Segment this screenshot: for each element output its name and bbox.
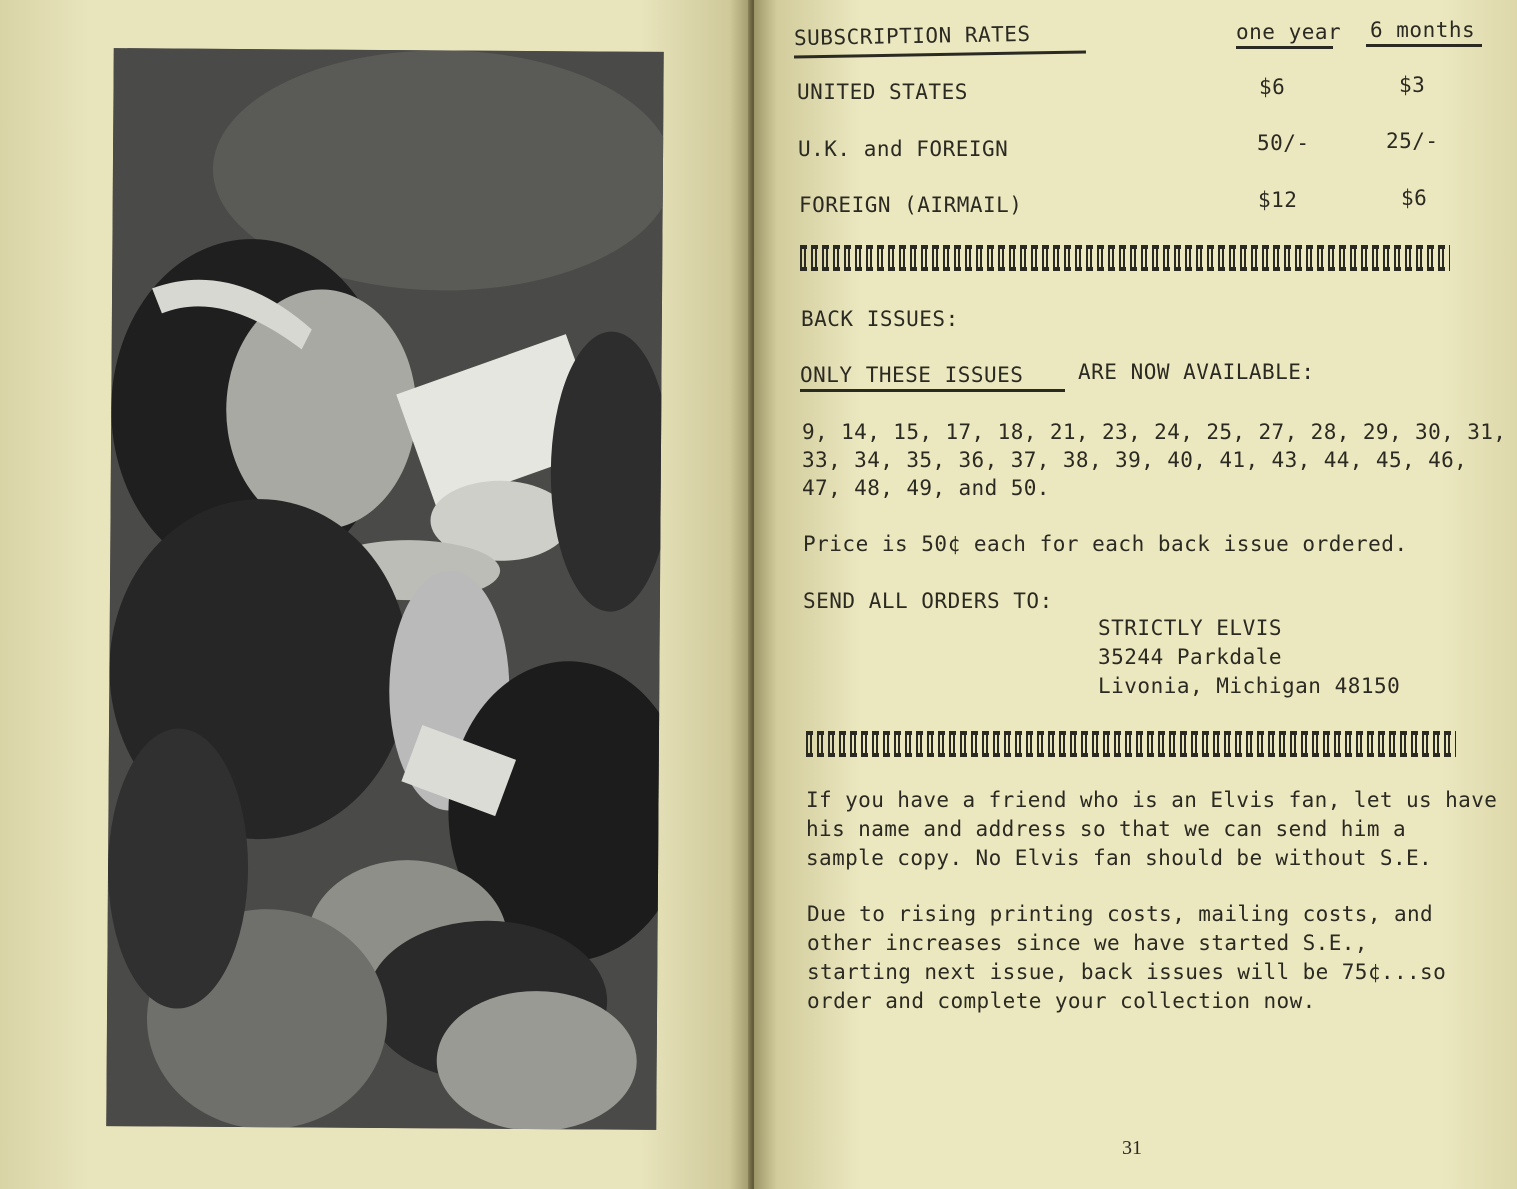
costs-line: starting next issue, back issues will be 75¢...so bbox=[807, 960, 1447, 984]
back-issues-label: BACK ISSUES: bbox=[801, 307, 959, 331]
friend-paragraph bbox=[806, 786, 1497, 873]
costs-line: order and complete your collection now. bbox=[807, 989, 1316, 1013]
available-underline bbox=[800, 389, 1065, 392]
row-airmail-six-months: $6 bbox=[1401, 186, 1428, 210]
row-airmail-one-year: $12 bbox=[1258, 188, 1298, 212]
available-underlined-text: ONLY THESE ISSUES bbox=[800, 363, 1024, 387]
issues-list bbox=[802, 418, 1506, 502]
address-line: Livonia, Michigan 48150 bbox=[1098, 674, 1401, 698]
photo-crowd-image bbox=[106, 48, 664, 1130]
row-region-airmail: FOREIGN (AIRMAIL) bbox=[799, 193, 1023, 217]
subscription-heading: SUBSCRIPTION RATES bbox=[793, 21, 1031, 51]
send-orders-label: SEND ALL ORDERS TO: bbox=[803, 589, 1053, 613]
decorative-divider-top bbox=[800, 245, 1450, 271]
photograph bbox=[106, 48, 664, 1130]
page-number: 31 bbox=[1122, 1137, 1142, 1159]
costs-line: Due to rising printing costs, mailing costs, and bbox=[807, 902, 1434, 926]
row-uk-six-months: 25/- bbox=[1386, 129, 1439, 153]
costs-paragraph bbox=[807, 900, 1446, 1016]
row-region-us: UNITED STATES bbox=[797, 80, 968, 104]
row-region-uk: U.K. and FOREIGN bbox=[798, 137, 1009, 161]
friend-line: If you have a friend who is an Elvis fan, let us have bbox=[806, 788, 1498, 812]
issues-line: 9, 14, 15, 17, 18, 21, 23, 24, 25, 27, 28, 29, 30, 31, bbox=[802, 420, 1507, 444]
col-one-year-underline bbox=[1236, 46, 1333, 49]
price-text: Price is 50¢ each for each back issue ordered. bbox=[803, 532, 1408, 556]
available-rest-text: ARE NOW AVAILABLE: bbox=[1078, 360, 1315, 384]
mailing-address bbox=[1098, 614, 1400, 701]
decorative-divider-bottom bbox=[806, 731, 1456, 757]
friend-line: sample copy. No Elvis fan should be without S.E. bbox=[806, 846, 1433, 870]
col-six-months: 6 months bbox=[1370, 18, 1476, 42]
costs-line: other increases since we have started S.E., bbox=[807, 931, 1368, 955]
issues-line: 33, 34, 35, 36, 37, 38, 39, 40, 41, 43, 44, 45, 46, bbox=[802, 448, 1468, 472]
address-line: 35244 Parkdale bbox=[1098, 645, 1283, 669]
row-uk-one-year: 50/- bbox=[1257, 131, 1310, 155]
col-six-months-underline bbox=[1366, 44, 1482, 47]
row-us-six-months: $3 bbox=[1399, 73, 1426, 97]
issues-line: 47, 48, 49, and 50. bbox=[802, 476, 1050, 500]
friend-line: his name and address so that we can send him a bbox=[806, 817, 1406, 841]
row-us-one-year: $6 bbox=[1259, 75, 1286, 99]
address-line: STRICTLY ELVIS bbox=[1098, 616, 1283, 640]
col-one-year: one year bbox=[1236, 20, 1342, 44]
left-page bbox=[0, 0, 752, 1189]
